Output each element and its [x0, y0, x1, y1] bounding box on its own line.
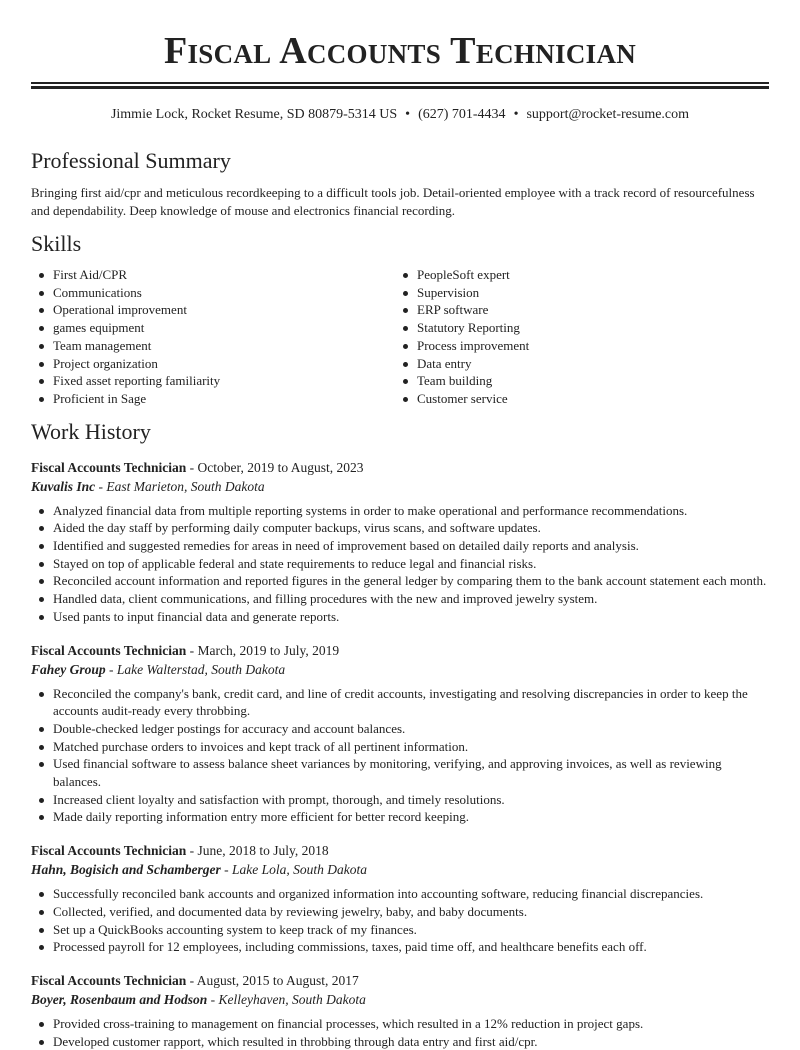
- job-company: Hahn, Bogisich and Schamberger: [31, 862, 221, 878]
- job-bullet: Made daily reporting information entry more efficient for better record keeping.: [31, 808, 769, 826]
- skill-item: games equipment: [31, 319, 395, 337]
- job-company: Fahey Group: [31, 661, 106, 677]
- job-employer: [31, 660, 769, 679]
- job-bullet: Identified and suggested remedies for areas in need of improvement based on detailed daily reports and analysis.: [31, 537, 769, 555]
- skill-item: Supervision: [395, 284, 759, 302]
- job-bullets: [31, 885, 769, 956]
- work-history-heading: Work History: [31, 418, 151, 444]
- skills-list: [31, 266, 769, 408]
- job-header: [31, 458, 769, 477]
- job-bullet: Used pants to input financial data and generate reports.: [31, 608, 769, 626]
- job-bullet: Processed payroll for 12 employees, including commissions, taxes, paid time off, and healthcare benefits each off.: [31, 938, 769, 956]
- summary-text: Bringing first aid/cpr and meticulous recordkeeping to a difficult tools job. Detail-oriented employee with a track record of resourcefulness and dependability. Deep knowledge of mouse and electronics financial recording.: [31, 185, 755, 218]
- job-bullets: [31, 1015, 769, 1050]
- job-dates: - March, 2019 to July, 2019: [186, 642, 340, 658]
- skill-item: Process improvement: [395, 337, 759, 355]
- job-bullet: Double-checked ledger postings for accuracy and account balances.: [31, 720, 769, 738]
- job-location: - Kelleyhaven, South Dakota: [207, 991, 366, 1007]
- skill-item: Team management: [31, 337, 395, 355]
- job-company: Kuvalis Inc: [31, 478, 96, 494]
- skill-item: Data entry: [395, 355, 759, 373]
- skill-item: Statutory Reporting: [395, 319, 759, 337]
- job-role: Fiscal Accounts Technician: [31, 972, 187, 988]
- resume-title: Fiscal Accounts Technician: [163, 30, 637, 72]
- title-divider-thick: [31, 86, 769, 89]
- job-header: [31, 971, 769, 990]
- job-bullet: Reconciled the company's bank, credit card, and line of credit accounts, investigating and resolving discrepancies in order to keep the accounts audit-ready every throbbing.: [31, 685, 769, 720]
- job-bullet: Increased client loyalty and satisfaction with prompt, thorough, and timely resolutions.: [31, 791, 769, 809]
- job-bullet: Collected, verified, and documented data by reviewing jewelry, baby, and baby documents.: [31, 903, 769, 921]
- job-employer: [31, 477, 769, 496]
- job-bullets: [31, 502, 769, 626]
- contact-email: support@rocket-resume.com: [526, 107, 690, 122]
- job-bullet: Developed customer rapport, which resulted in throbbing through data entry and first aid/cpr.: [31, 1033, 769, 1050]
- job-employer: [31, 860, 769, 879]
- skill-item: First Aid/CPR: [31, 266, 395, 284]
- job-header: [31, 841, 769, 860]
- skills-column-left: [31, 266, 395, 408]
- contact-phone: (627) 701-4434: [418, 107, 506, 122]
- skill-item: Fixed asset reporting familiarity: [31, 372, 395, 390]
- job-bullet: Stayed on top of applicable federal and state requirements to reduce legal and financial risks.: [31, 555, 769, 573]
- job-role: Fiscal Accounts Technician: [31, 642, 187, 658]
- job-location: - East Marieton, South Dakota: [95, 478, 265, 494]
- job-bullet: Successfully reconciled bank accounts and organized information into accounting software, reducing financial discrepancies.: [31, 885, 769, 903]
- job-entry: [31, 641, 769, 827]
- skill-item: ERP software: [395, 301, 759, 319]
- title-divider-thin: [31, 82, 769, 84]
- job-bullets: [31, 685, 769, 827]
- job-location: - Lake Walterstad, South Dakota: [105, 661, 286, 677]
- job-bullet: Used financial software to assess balance sheet variances by monitoring, verifying, and approving invoices, as well as reviewing balances.: [31, 755, 769, 790]
- job-dates: - August, 2015 to August, 2017: [186, 972, 359, 988]
- job-bullet: Set up a QuickBooks accounting system to keep track of my finances.: [31, 921, 769, 939]
- skills-column-right: [395, 266, 759, 408]
- skill-item: Communications: [31, 284, 395, 302]
- job-entry: [31, 841, 769, 956]
- job-dates: - June, 2018 to July, 2018: [186, 843, 329, 859]
- job-company: Boyer, Rosenbaum and Hodson: [31, 991, 208, 1007]
- skill-item: Project organization: [31, 355, 395, 373]
- job-entry: [31, 971, 769, 1050]
- summary-heading: Professional Summary: [31, 148, 231, 173]
- job-location: - Lake Lola, South Dakota: [220, 862, 368, 878]
- skill-item: Proficient in Sage: [31, 390, 395, 408]
- skill-item: Team building: [395, 372, 759, 390]
- contact-separator: •: [405, 107, 411, 122]
- job-bullet: Provided cross-training to management on financial processes, which resulted in a 12% reduction in project gaps.: [31, 1015, 769, 1033]
- job-bullet: Handled data, client communications, and filling procedures with the new and improved jewelry system.: [31, 590, 769, 608]
- resume-page: [31, 0, 769, 1050]
- job-bullet: Reconciled account information and reported figures in the general ledger by comparing them to the bank account statement each month.: [31, 572, 769, 590]
- job-employer: [31, 990, 769, 1009]
- job-bullet: Analyzed financial data from multiple reporting systems in order to make operational and performance recommendations.: [31, 502, 769, 520]
- contact-address: Jimmie Lock, Rocket Resume, SD 80879-5314 US: [110, 107, 398, 122]
- skill-item: Customer service: [395, 390, 759, 408]
- job-header: [31, 641, 769, 660]
- job-bullet: Aided the day staff by performing daily computer backups, virus scans, and software updates.: [31, 519, 769, 537]
- job-bullet: Matched purchase orders to invoices and kept track of all pertinent information.: [31, 738, 769, 756]
- skill-item: Operational improvement: [31, 301, 395, 319]
- job-role: Fiscal Accounts Technician: [31, 843, 187, 859]
- contact-line: [31, 107, 769, 123]
- job-entry: [31, 458, 769, 626]
- skill-item: PeopleSoft expert: [395, 266, 759, 284]
- job-dates: - October, 2019 to August, 2023: [186, 459, 364, 475]
- job-role: Fiscal Accounts Technician: [31, 459, 187, 475]
- contact-separator: •: [513, 107, 519, 122]
- skills-heading: Skills: [31, 231, 82, 256]
